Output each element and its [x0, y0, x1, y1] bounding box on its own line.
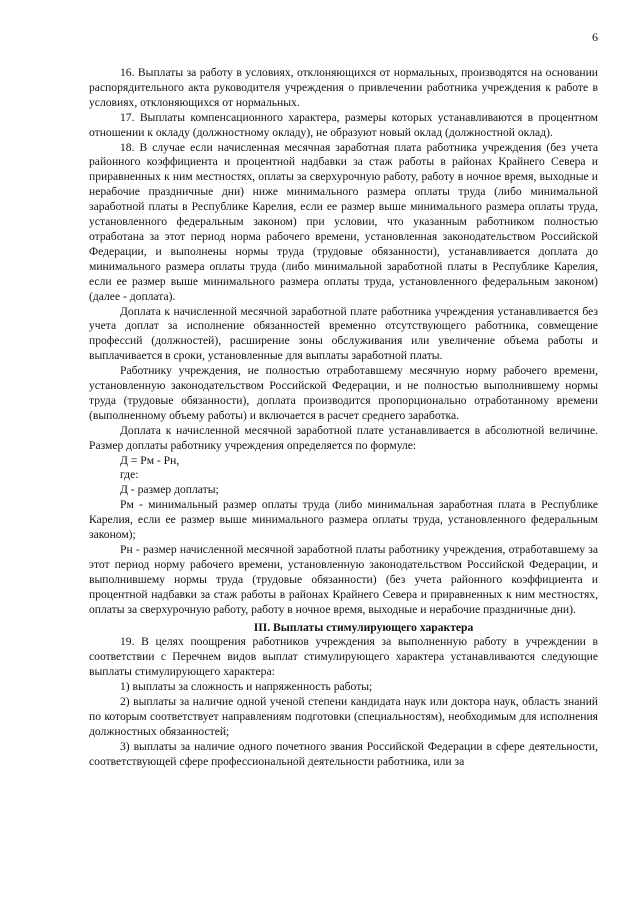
formula-where: где: — [120, 468, 139, 482]
section-heading: III. Выплаты стимулирующего характера — [253, 620, 474, 634]
list-item-1: 1) выплаты за сложность и напряженность работы; — [120, 680, 373, 694]
list-item-2: 2) выплаты за наличие одной ученой степени кандидата наук или доктора наук, область знаний по которым соответствует направлениям подготовки (специальностям), необходимым для исполнения должностных обязанностей; — [89, 695, 598, 738]
list-item-3: 3) выплаты за наличие одного почетного звания Российской Федерации в сфере деятельности, соответствующей сфере профессиональной деятельности работника, или за — [89, 739, 598, 768]
paragraph-18: 18. В случае если начисленная месячная заработная плата работника учреждения (без учета районного коэффициента и процентной надбавки за стаж работы в районах Крайнего Севера и приравненных к ним местностях, оплаты за сверхурочную работу, работу в ночное время, выходные и нерабочие праздничные дни) ниже минимального размера оплаты труда (либо минимальной заработной платы в Республике Карелия, если ее размер выше минимального размера оплаты труда, установленного федеральным законом) при условии, что указанным работником полностью отработана за этот период норма рабочего времени, установленная законодательством Российской Федерации, и выполнены нормы труда (трудовые обязанности), устанавливается доплата до минимального размера оплаты труда (либо минимальной заработной платы в Республике Карелия, если ее размер выше минимального размера оплаты труда, установленного федеральным законом) (далее - доплата). — [89, 140, 598, 303]
paragraph-17: 17. Выплаты компенсационного характера, размеры которых устанавливаются в процентном отношении к окладу (должностному окладу), не образуют новый оклад (должностной оклад). — [89, 110, 598, 139]
paragraph-doplata-partial: Работнику учреждения, не полностью отработавшему месячную норму рабочего времени, установленную законодательством Российской Федерации, и не полностью выполнившему нормы труда (трудовые обязанности), доплата производится пропорционально отработанному времени (выполненному объему работы) и включается в расчет среднего заработка. — [89, 364, 598, 422]
document-body — [89, 66, 598, 770]
paragraph-19: 19. В целях поощрения работников учреждения за выполненную работу в учреждении в соответствии с Перечнем видов выплат стимулирующего характера устанавливаются следующие выплаты стимулирующего характера: — [89, 635, 598, 679]
paragraph-16: 16. Выплаты за работу в условиях, отклоняющихся от нормальных, производятся на основании распорядительного акта руководителя учреждения о привлечении работника учреждения к работе в условиях, отклоняющихся от нормальных. — [89, 66, 598, 109]
definition-d: Д - размер доплаты; — [120, 483, 219, 497]
page-number: 6 — [592, 30, 598, 44]
paragraph-doplata-conditions: Доплата к начисленной месячной заработной плате работника учреждения устанавливается без учета доплат за исполнение обязанностей временно отсутствующего работника, совмещение профессий (должностей), расширение зоны обслуживания или увеличение объема работы и выплачивается в сроки, установленные для выплаты заработной платы. — [89, 304, 598, 363]
definition-rm: Рм - минимальный размер оплаты труда (либо минимальная заработная плата в Республике Карелия, если ее размер выше минимального размера оплаты труда, установленного федеральным законом); — [89, 498, 598, 542]
paragraph-doplata-formula-intro: Доплата к начисленной месячной заработной плате устанавливается в абсолютной величине. Размер доплаты работнику учреждения определяется по формуле: — [89, 423, 598, 452]
formula: Д = Рм - Рн, — [120, 453, 180, 467]
definition-rn: Рн - размер начисленной месячной заработной платы работнику учреждения, отработавшему за этот период норму рабочего времени, установленную законодательством Российской Федерации, и выполнившему нормы труда (трудовые обязанности) (без учета районного коэффициента и процентной надбавки за стаж работы в районах Крайнего Севера и приравненных к ним местностях, оплаты за сверхурочную работу, работу в ночное время, выходные и нерабочие праздничные дни). — [89, 543, 598, 616]
